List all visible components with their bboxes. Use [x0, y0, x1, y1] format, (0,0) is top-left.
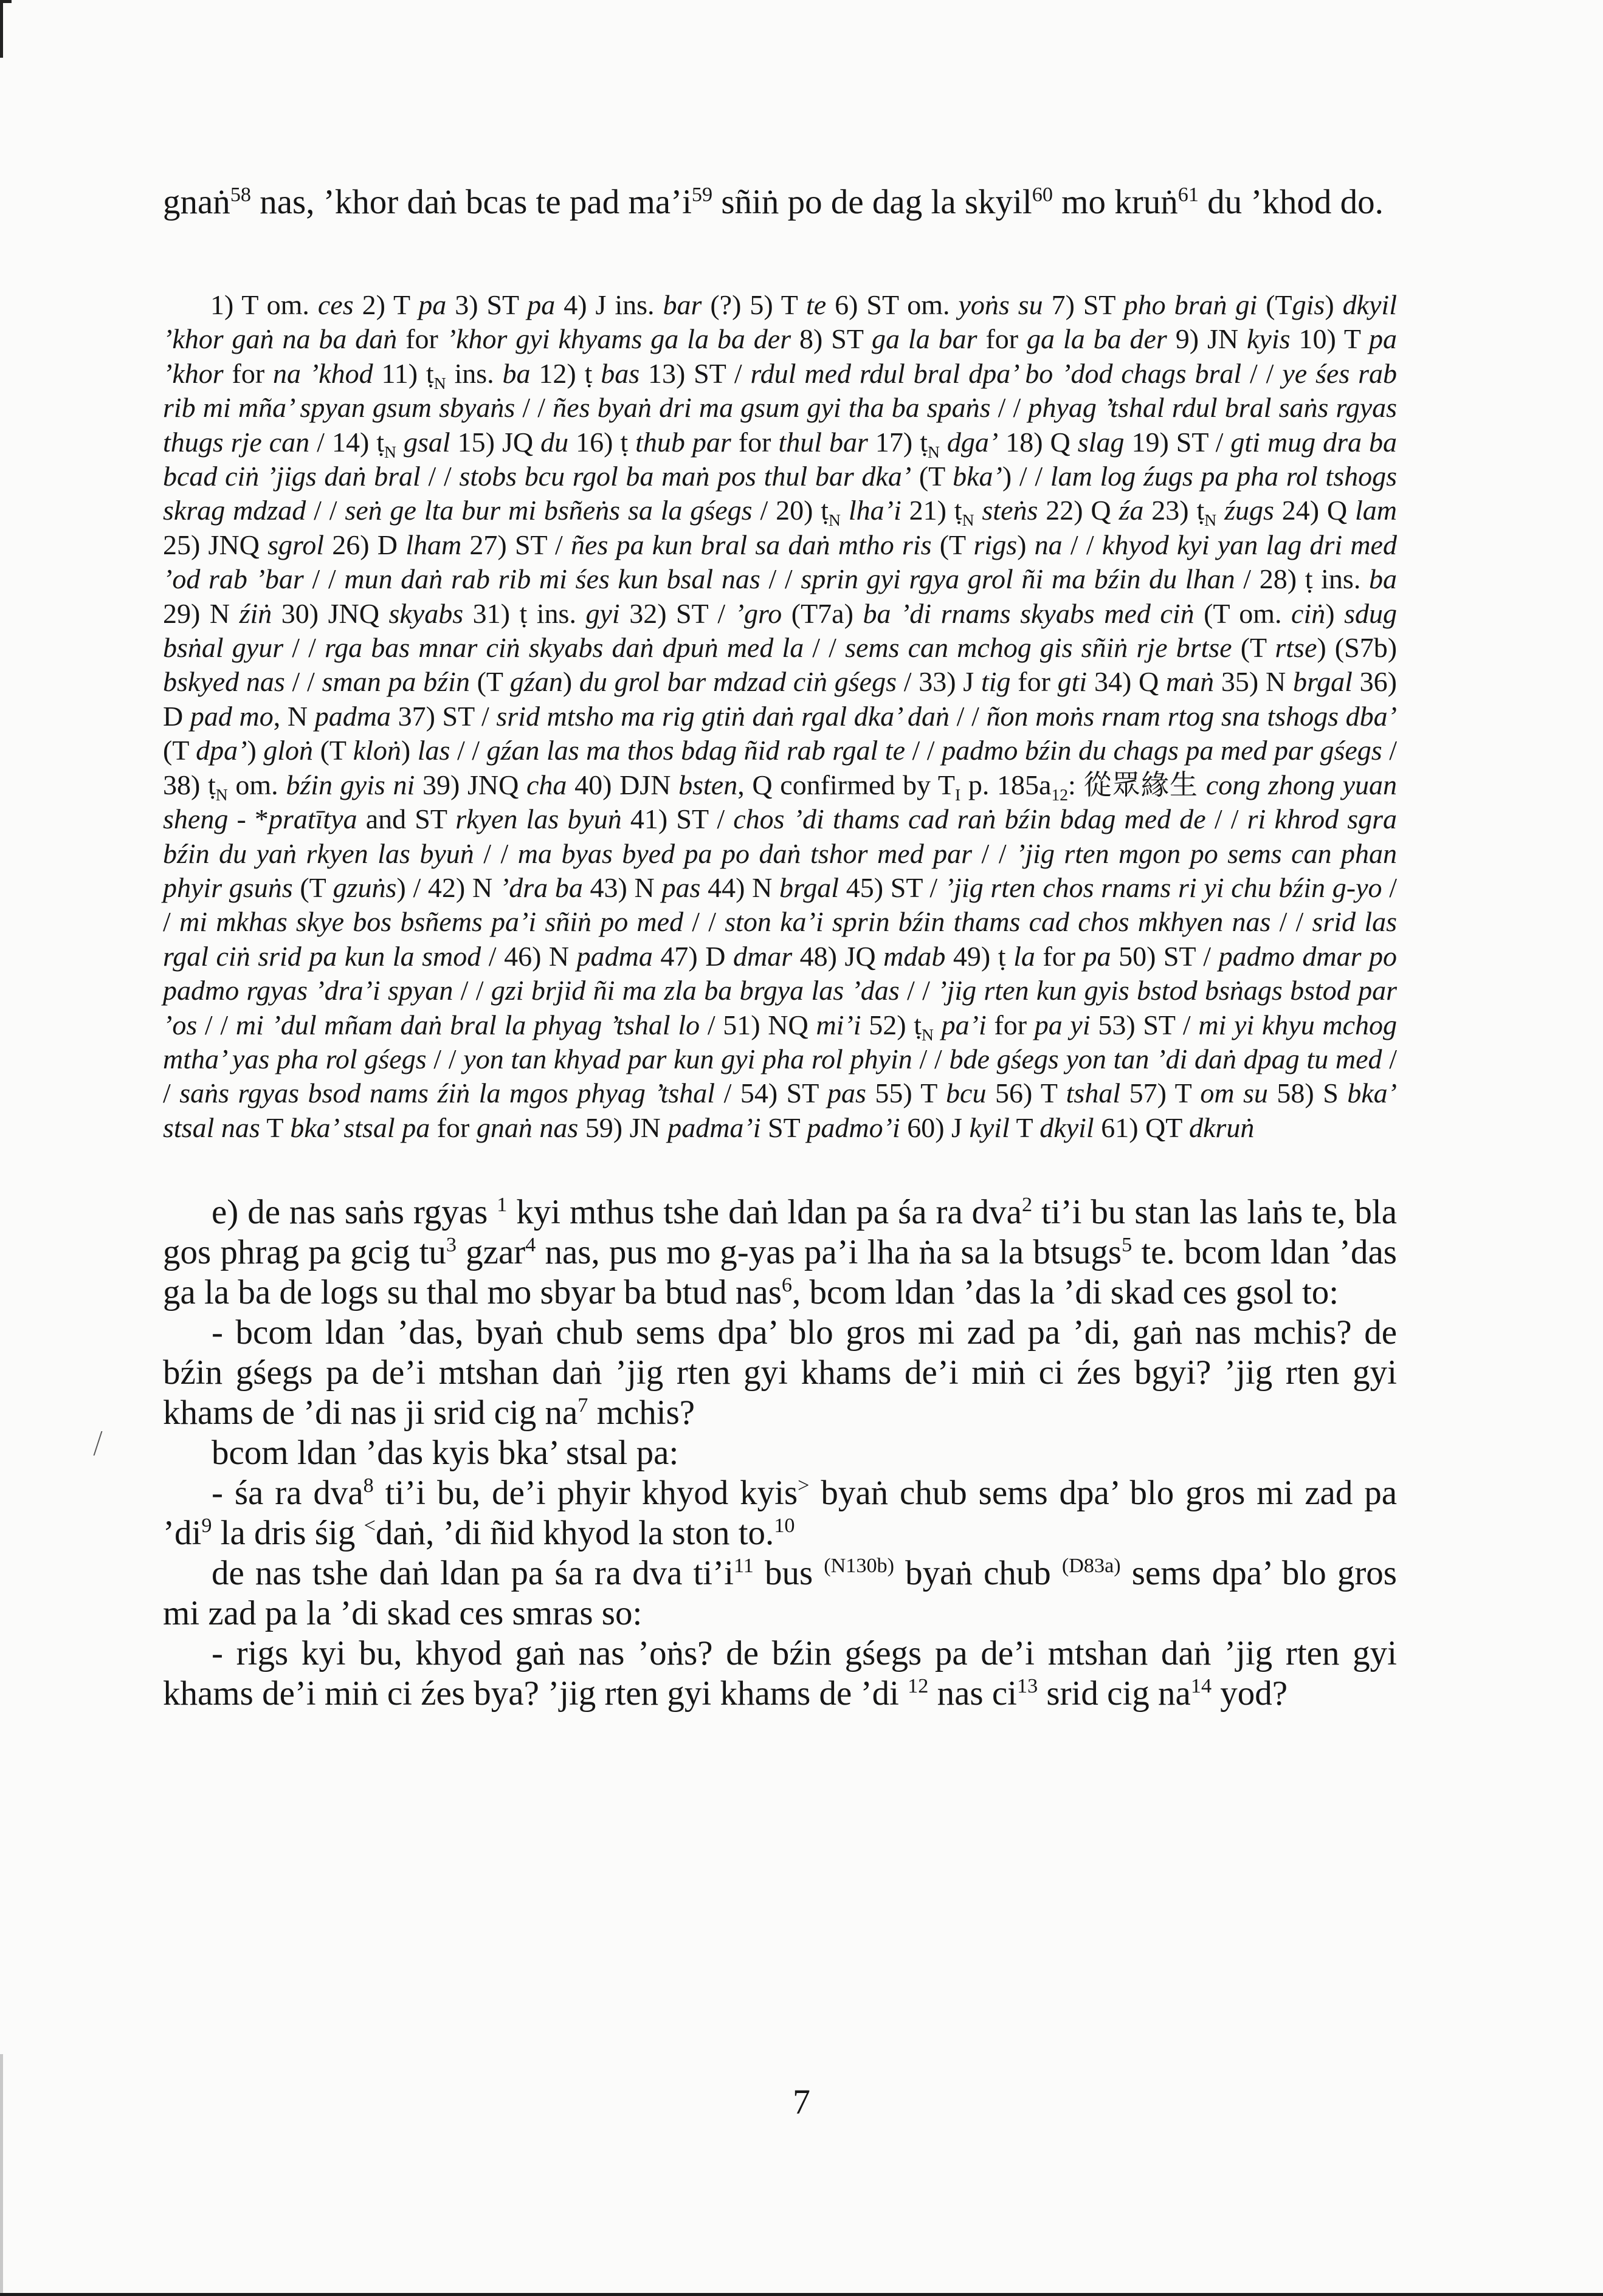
page-number: 7 [793, 2082, 810, 2122]
body-paragraph: - śa ra dva$^8$ ti’i bu, de’i phyir khyod kyis> byaṅ chub sems dpa’ blo gros mi zad pa $’di^9$ la dris śig <daṅ, ’di ñid khyod la ston to.$^{10}$ [163, 1474, 1397, 1553]
body-paragraph: de nas tshe daṅ ldan pa śa ra dva $ti’i^{11}$ bus $^{(N130b)}$ byaṅ chub $^{(D83a)}$ sems dpa’ blo gros mi zad pa la ’di skad ces smras so: [163, 1554, 1397, 1633]
top-paragraph: gnaṅ$^{58}$ nas, ’khor daṅ bcas te pad $ma’i^{59}$ sñiṅ po de dag la skyil$^{60}$ mo kruṅ$^{61}$ du ’khod do. [163, 183, 1384, 221]
body-paragraph: - rigs kyi bu, khyod gaṅ nas ’oṅs? de bźin gśegs pa de’i mtshan daṅ ’jig rten gyi khams de’i miṅ ci źes bya? ’jig rten gyi khams de ’di $^{12}$ nas $ci^{13}$ srid cig $na^{14}$ yod? [163, 1634, 1397, 1713]
body-paragraph: - bcom ldan ’das, byaṅ chub sems dpa’ blo gros mi zad pa ’di, gaṅ nas mchis? de bźin gśegs pa de’i mtshan daṅ ’jig rten gyi khams de’i miṅ ci źes bgyi? ’jig rten gyi khams de ’di nas ji srid cig $na^7$ mchis? [163, 1313, 1397, 1432]
page-content [163, 182, 1397, 1714]
scan-bottom-edge [0, 2293, 1603, 2296]
body-paragraph: e) de nas saṅs rgyas $^1$ kyi mthus tshe daṅ ldan pa śa ra dva$^2$ ti’i bu stan las laṅs te, bla gos phrag pa gcig $tu^3$ gzar$^4$ nas, pus mo g-yas pa’i lha ṅa sa la btsugs$^5$ te. bcom ldan ’das ga la ba de logs su thal mo sbyar ba btud nas$^6$, bcom ldan ’das la ’di skad ces gsol to: [163, 1193, 1397, 1312]
footnotes: 1) T om. ces 2) T pa 3) ST pa 4) J ins. bar (?) 5) T te 6) ST om. yoṅs su 7) ST pho braṅ gi (Tgis) dkyil ’khor gaṅ na ba daṅ for ’khor gyi khyams ga la ba der 8) ST ga la bar for ga la ba der 9) JN kyis 10) T pa ’khor for na ’khod 11) ṭ$_N$ ins. ba 12) ṭ bas 13) ST / rdul med rdul bral dpa’ bo ’dod chags bral / / ye śes rab rib mi mña’ spyan gsum sbyaṅs / / ñes byaṅ dri ma gsum gyi tha ba spaṅs / / phyag ’tshal rdul bral saṅs rgyas thugs rje can / 14) ṭ$_N$ gsal 15) JQ du 16) ṭ thub par for thul bar 17) ṭ$_N$ dga’ 18) Q slag 19) ST / gti mug dra ba bcad ciṅ ’jigs daṅ bral / / stobs bcu rgol ba maṅ pos thul bar dka’ (T bka’) / / lam log źugs pa pha rol tshogs skrag mdzad / / seṅ ge lta bur mi bsñeṅs sa la gśegs / 20) ṭ$_N$ lha’i 21) ṭ$_N$ steṅs 22) Q źa 23) ṭ$_N$ źugs 24) Q lam 25) JNQ sgrol 26) D lham 27) ST / ñes pa kun bral sa daṅ mtho ris (T rigs) na / / khyod kyi yan lag dri med ’od rab ’bar / / mun daṅ rab rib mi śes kun bsal nas / / sprin gyi rgya grol ñi ma bźin du lhan / 28) ṭ ins. ba 29) N źiṅ 30) JNQ skyabs 31) ṭ ins. gyi 32) ST / ’gro (T7a) ba ’di rnams skyabs med ciṅ (T om. ciṅ) sdug bsṅal gyur / / rga bas mnar ciṅ skyabs daṅ dpuṅ med la / / sems can mchog gis sñiṅ rje brtse (T rtse) (S7b) bskyed nas / / sman pa bźin (T gźan) du grol bar mdzad ciṅ gśegs / 33) J tig for gti 34) Q maṅ 35) N brgal 36) D pad mo, N padma 37) ST / srid mtsho ma rig gtiṅ daṅ rgal dka’ daṅ / / ñon moṅs rnam rtog sna tshogs dba’ (T dpa’) gloṅ (T kloṅ) las / / gźan las ma thos bdag ñid rab rgal te / / padmo bźin du chags pa med par gśegs / 38) ṭ$_N$ om. bźin gyis ni 39) JNQ cha 40) DJN bsten, Q confirmed by $T_I$ p. $185a_{12}$: 從眾緣生 cong zhong yuan sheng - *pratītya and ST rkyen las byuṅ 41) ST / chos ’di thams cad raṅ bźin bdag med de / / ri khrod sgra bźin du yaṅ rkyen las byuṅ / / ma byas byed pa po daṅ tshor med par / / ’jig rten mgon po sems can phan phyir gsuṅs (T gzuṅs) / 42) N ’dra ba 43) N pas 44) N brgal 45) ST / ’jig rten chos rnams ri yi chu bźin g-yo / / mi mkhas skye bos bsñems pa’i sñiṅ po med / / ston ka’i sprin bźin thams cad chos mkhyen nas / / srid las rgal ciṅ srid pa kun la smod / 46) N padma 47) D dmar 48) JQ mdab 49) ṭ la for pa 50) ST / padmo dmar po padmo rgyas ’dra’i spyan / / gzi brjid ñi ma zla ba brgya las ’das / / ’jig rten kun gyis bstod bsṅags bstod par ’os / / mi ’dul mñam daṅ bral la phyag ’tshal lo / 51) NQ mi’i 52) ṭ$_N$ pa’i for pa yi 53) ST / mi yi khyu mchog mtha’ yas pha rol gśegs / / yon tan khyad par kun gyi pha rol phyin / / bde gśegs yon tan ’di daṅ dpag tu med / / saṅs rgyas bsod nams źiṅ la mgos phyag ’tshal / 54) ST pas 55) T bcu 56) T tshal 57) T om su 58) S bka’ stsal nas T bka’ stsal pa for gnaṅ nas 59) JN padma’i ST padmo’i 60) J kyil T dkyil 61) QT dkruṅ [163, 289, 1398, 1143]
section-e [163, 1192, 1397, 1714]
scan-corner-mark [0, 0, 12, 58]
margin-pencil-mark [94, 1431, 105, 1456]
body-paragraph: bcom ldan ’das kyis bka’ stsal pa: [212, 1434, 679, 1473]
